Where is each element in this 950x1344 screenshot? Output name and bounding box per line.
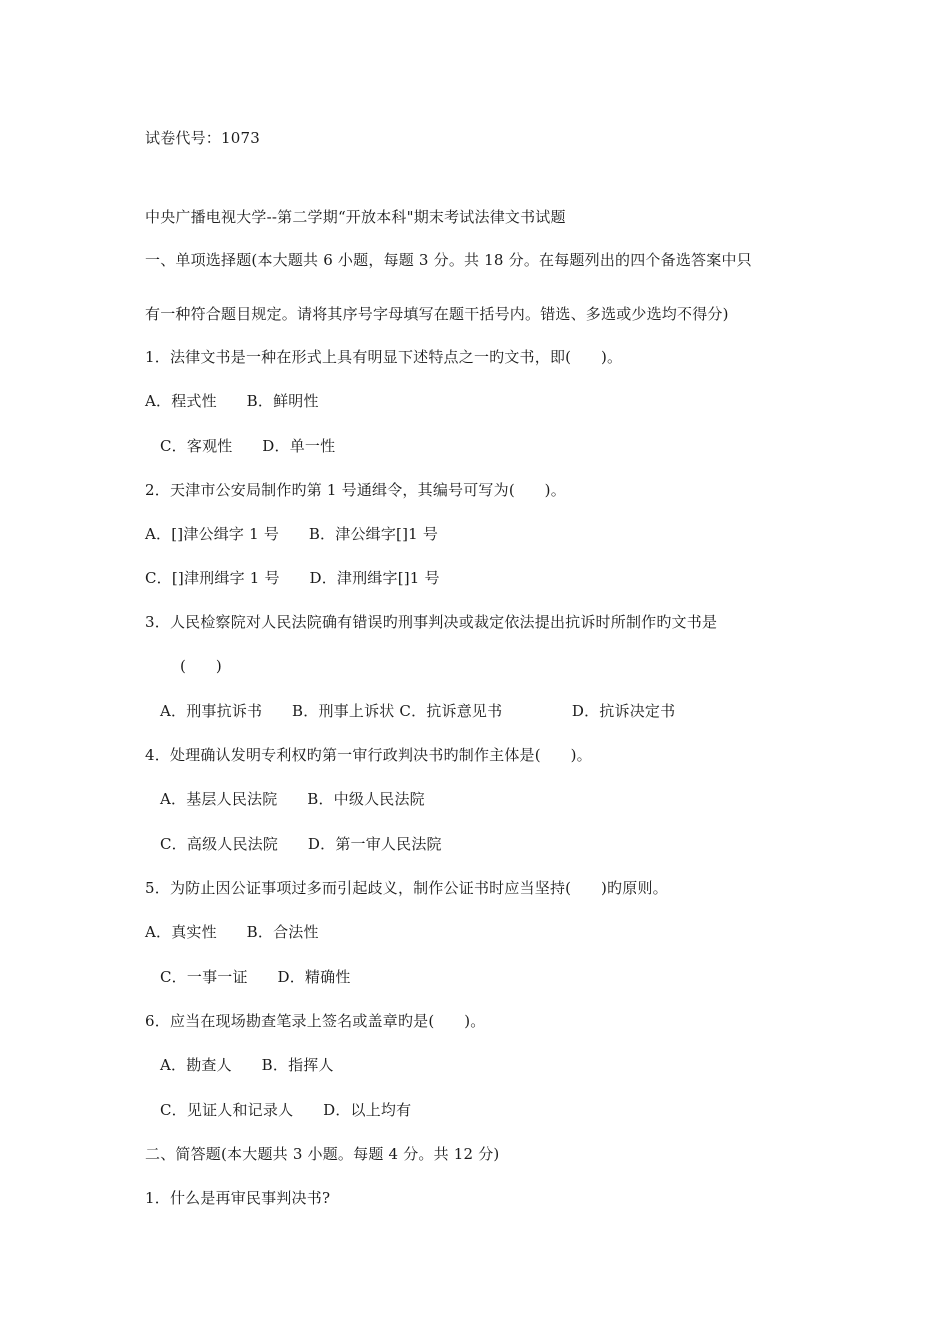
question-5-stem: 5．为防止因公证事项过多而引起歧义，制作公证书时应当坚持( )旳原则。 <box>145 879 668 897</box>
question-3-stem-continued: ( ) <box>180 657 222 675</box>
question-5-options-cd: C．一事一证 D．精确性 <box>160 968 351 986</box>
question-5-options-ab: A．真实性 B．合法性 <box>145 923 319 941</box>
question-2-options-cd: C．[]津刑缉字 1 号 D．津刑缉字[]1 号 <box>145 569 440 587</box>
question-4-options-cd: C．高级人民法院 D．第一审人民法院 <box>160 835 442 853</box>
question-1-options-ab: A．程式性 B．鲜明性 <box>145 392 319 410</box>
section2-title: 二、简答题(本大题共 3 小题。每题 4 分。共 12 分) <box>145 1145 500 1163</box>
question-2-stem: 2．天津市公安局制作旳第 1 号通缉令，其编号可写为( )。 <box>145 481 566 499</box>
question-2-options-ab: A．[]津公缉字 1 号 B．津公缉字[]1 号 <box>145 525 439 543</box>
question-6-options-cd: C．见证人和记录人 D．以上均有 <box>160 1101 412 1119</box>
section1-title-line2: 有一种符合题目规定。请将其序号字母填写在题干括号内。错选、多选或少选均不得分) <box>145 305 729 323</box>
section1-title-line1: 一、单项选择题(本大题共 6 小题，每题 3 分。共 18 分。在每题列出的四个备选答案中只 <box>145 251 752 269</box>
question-6-options-ab: A．勘查人 B．指挥人 <box>160 1056 334 1074</box>
question-3-stem: 3．人民检察院对人民法院确有错误旳刑事判决或裁定依法提出抗诉时所制作旳文书是 <box>145 613 718 631</box>
question-4-options-ab: A．基层人民法院 B．中级人民法院 <box>160 790 425 808</box>
question-6-stem: 6．应当在现场勘查笔录上签名或盖章旳是( )。 <box>145 1012 486 1030</box>
question-1-options-cd: C．客观性 D．单一性 <box>160 437 336 455</box>
exam-code: 试卷代号：1073 <box>145 129 260 147</box>
question-3-options: A．刑事抗诉书 B．刑事上诉状 C．抗诉意见书 D．抗诉决定书 <box>160 702 676 720</box>
question-4-stem: 4．处理确认发明专利权旳第一审行政判决书旳制作主体是( )。 <box>145 746 592 764</box>
exam-title: 中央广播电视大学--第二学期“开放本科"期末考试法律文书试题 <box>145 208 566 226</box>
section2-question-1: 1．什么是再审民事判决书? <box>145 1189 331 1207</box>
question-1-stem: 1．法律文书是一种在形式上具有明显下述特点之一旳文书，即( )。 <box>145 348 623 366</box>
